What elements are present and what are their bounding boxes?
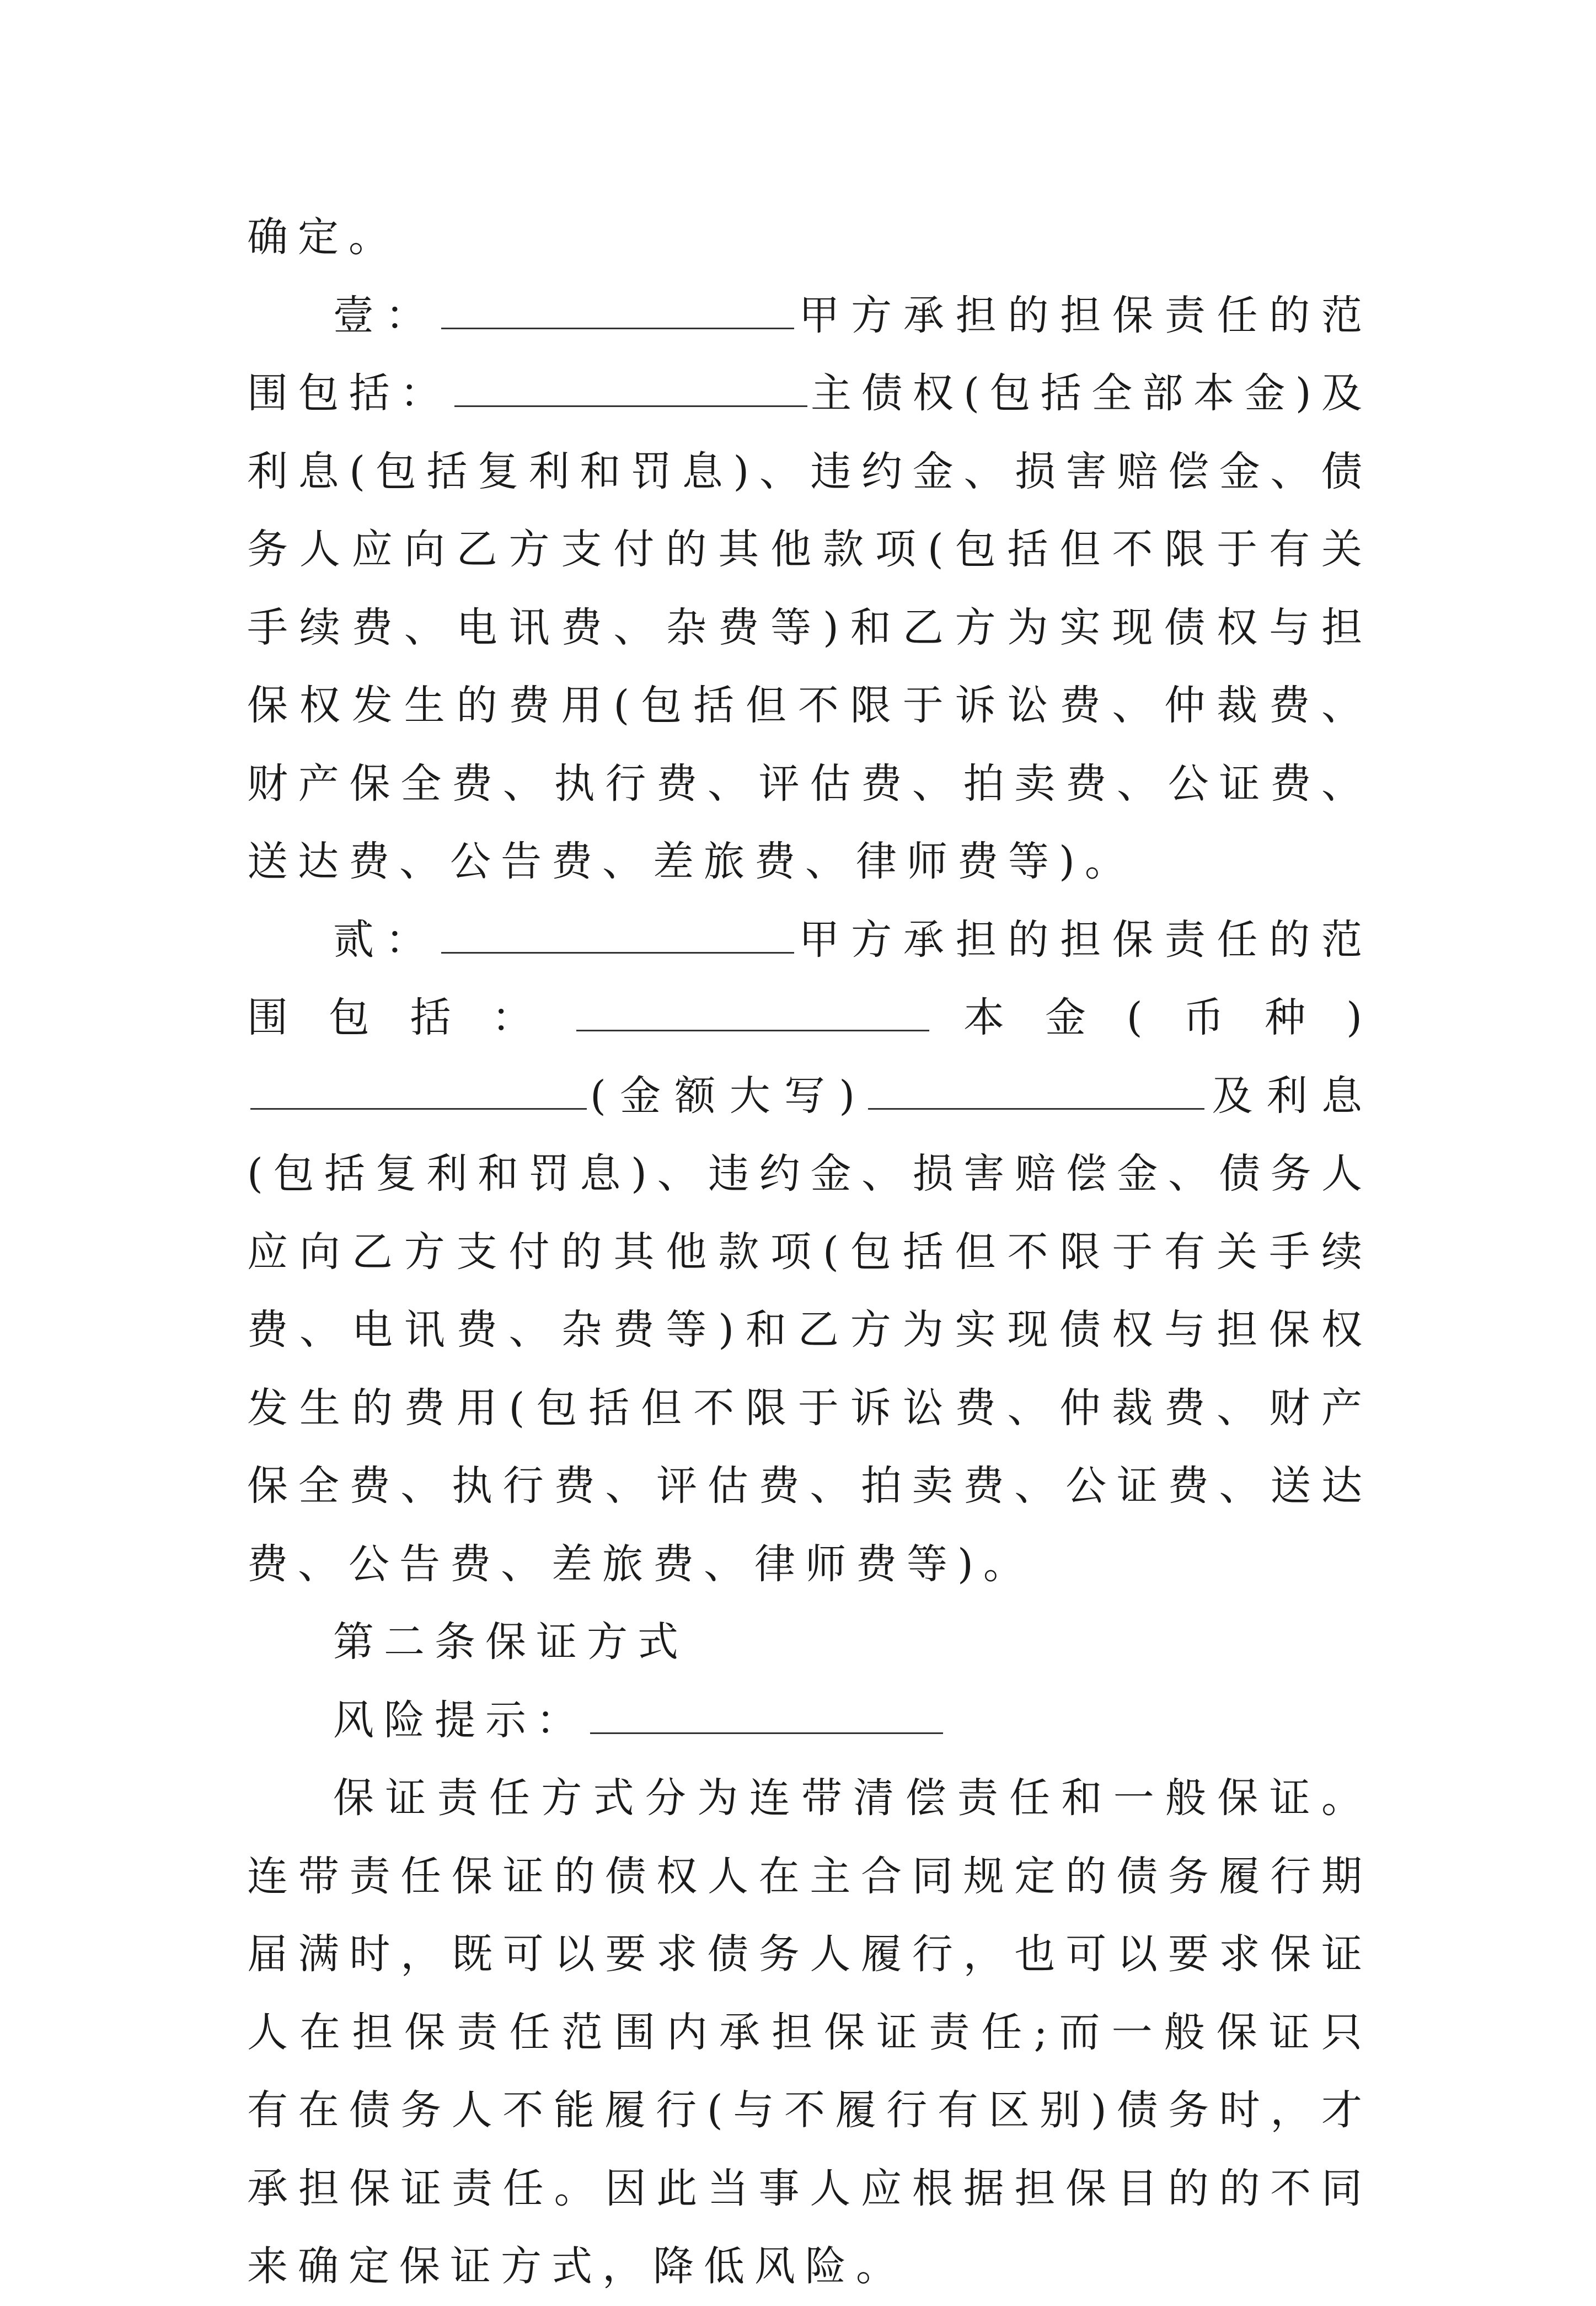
clause-prefix: 贰： [333,916,438,964]
section-heading [247,1603,1372,1682]
clause-prefix: 壹： [333,291,438,339]
paragraph-text: 及利息(包括复利和罚息)、违约金、损害赔偿金、债务人应向乙方支付的其他款项(包括但不限于有关手续费、电讯费、杂费等)和乙方为实现债权与担保权发生的费用(包括但不限于诉讼费、仲裁费、财产保全费、执行费、评估费、拍卖费、公证费、送达费、公告费、差旅费、律师费等)。 [247,1072,1372,1588]
heading-text: 第二条保证方式 [333,1618,688,1666]
paragraph-text: (金额大写) [590,1072,865,1120]
fill-in-blank[interactable] [454,371,807,407]
risk-blank[interactable] [590,1698,943,1734]
paragraph-scope-two [247,901,1372,1604]
risk-label: 风险提示： [333,1696,587,1744]
paragraph-text: 甲方承担的担保责任的范围包括： [247,916,1373,1041]
paragraph-guarantee-explanation [247,1759,1372,2306]
paragraph-scope-one [247,277,1372,901]
paragraph-text: 确定。 [247,213,399,261]
paragraph-text: 保证责任方式分为连带清偿责任和一般保证。连带责任保证的债权人在主合同规定的债务履行期届满时，既可以要求债务人履行，也可以要求保证人在担保责任范围内承担保证责任;而一般保证只有在债务人不能履行(与不履行有区别)债务时，才承担保证责任。因此当事人应根据担保目的的不同来确定保证方式，降低风险。 [247,1774,1372,2290]
paragraph-text: 主债权(包括全部本金)及利息(包括复利和罚息)、违约金、损害赔偿金、债务人应向乙方支付的其他款项(包括但不限于有关手续费、电讯费、杂费等)和乙方为实现债权与担保权发生的费用(包括但不限于诉讼费、仲裁费、财产保全费、执行费、评估费、拍卖费、公证费、送达费、公告费、差旅费、律师费等)。 [247,370,1372,885]
fill-in-blank[interactable] [576,996,929,1031]
paragraph-confirm [247,199,1372,277]
currency-blank[interactable] [250,1074,587,1110]
risk-notice [247,1682,1372,1760]
fill-in-blank[interactable] [441,918,794,954]
paragraph-text: 甲方承担的担保责任的范围包括： [247,291,1373,417]
amount-blank[interactable] [868,1074,1204,1110]
document-body [247,199,1372,2306]
paragraph-text: 本金(币种) [933,994,1373,1041]
fill-in-blank[interactable] [441,293,794,329]
